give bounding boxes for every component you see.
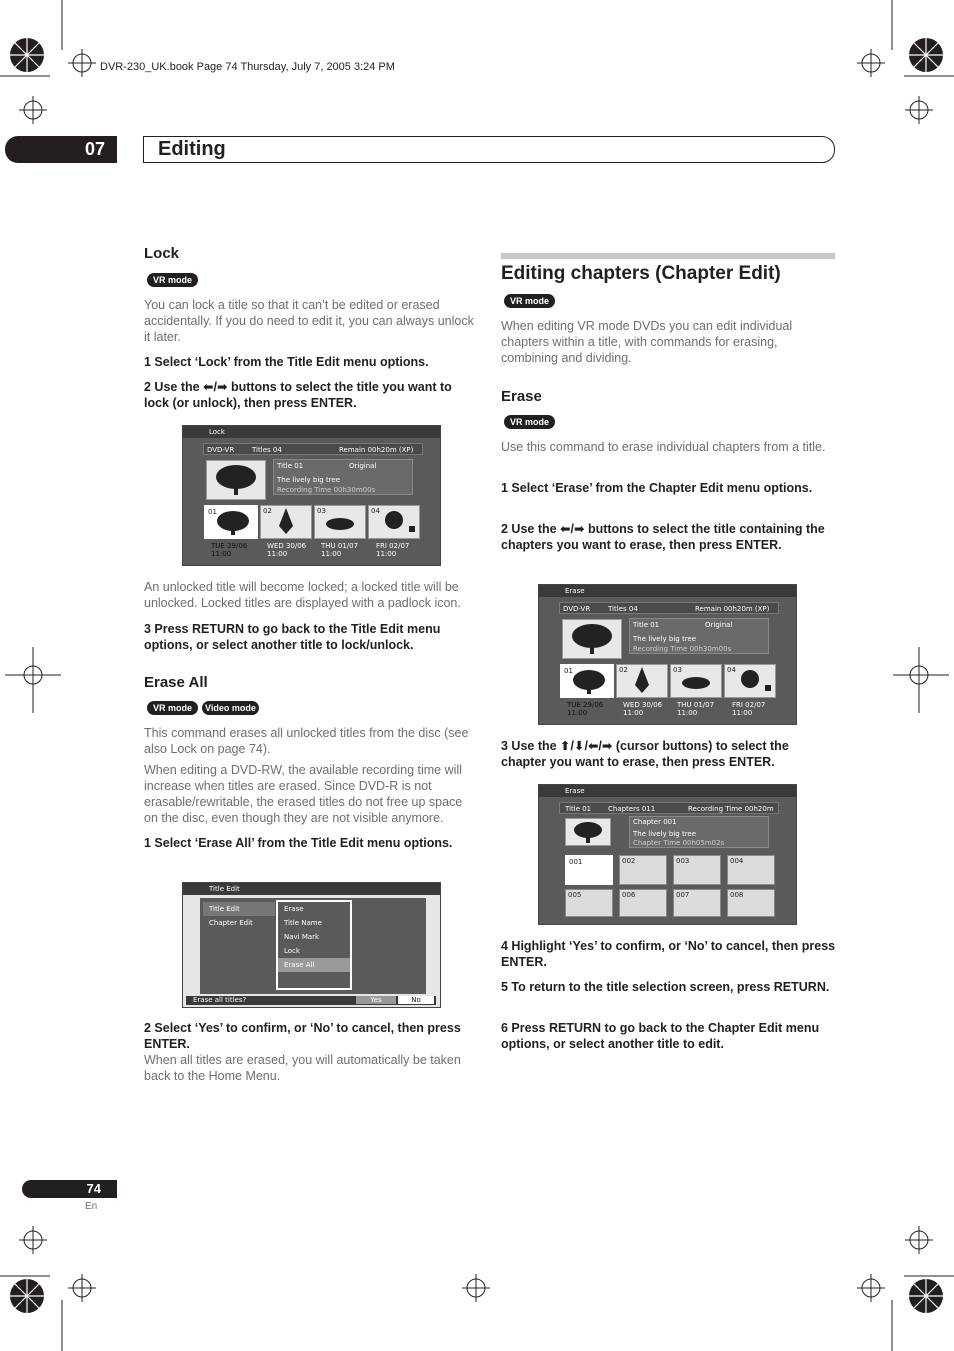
menu-navi-mark[interactable]: Navi Mark — [284, 933, 320, 941]
chapter-tile-002[interactable] — [619, 855, 667, 885]
thumb-time: 11:00 — [376, 550, 397, 558]
tile-number: 007 — [676, 891, 690, 899]
chapter-time: Chapter Time 00h05m02s — [633, 839, 725, 847]
erase-step-2: 2 Use the ⬅/➡ buttons to select the title containing the chapters you want to erase, then press ENTER. — [501, 522, 825, 552]
title-info — [273, 459, 413, 495]
lock-note: An unlocked title will become locked; a locked title will be unlocked. Locked titles are displayed with a padlock icon. — [144, 580, 461, 610]
thumb-time: 11:00 — [321, 550, 342, 558]
erase-all-step-2: 2 Select ‘Yes’ to confirm, or ‘No’ to cancel, then press ENTER. — [144, 1021, 461, 1051]
lock-screen — [182, 425, 441, 566]
erase-screen-info-row — [559, 602, 779, 614]
video-mode-badge: Video mode — [202, 701, 259, 715]
erase-screen-title: Erase — [539, 585, 796, 597]
preview-image — [562, 619, 622, 659]
padlock-icon — [765, 685, 771, 691]
chapter-tile-005[interactable] — [565, 889, 613, 917]
erase-all-p2: When editing a DVD-RW, the available recording time will increase when titles are erased. Since DVD-R is not erasable/rewritable, the erased titles do not free up space on the disc, even though they are not visible anymore. — [144, 763, 463, 825]
erase-step-3: 3 Use the ⬆/⬇/⬅/➡ (cursor buttons) to select the chapter you want to erase, then press ENTER. — [501, 739, 789, 769]
thumb-time: 11:00 — [211, 550, 232, 558]
remain-time: Remain 00h20m (XP) — [695, 605, 770, 613]
chapter-bar — [143, 136, 835, 163]
title-type: Original — [705, 621, 733, 629]
thumb-date: TUE 29/06 — [567, 701, 604, 709]
thumb-date: THU 01/07 — [321, 542, 359, 550]
tree-icon — [207, 461, 265, 499]
menu-title-name[interactable]: Title Name — [284, 919, 322, 927]
title-type: Original — [349, 462, 377, 470]
thumb-time: 11:00 — [567, 709, 588, 717]
erase-step-1: 1 Select ‘Erase’ from the Chapter Edit menu options. — [501, 481, 813, 495]
erase-all-p1: This command erases all unlocked titles from the disc (see also Lock on page 74). — [144, 726, 469, 756]
no-button[interactable]: No — [398, 996, 434, 1004]
lock-screen-info-row — [203, 443, 423, 455]
vr-mode-badge: VR mode — [147, 701, 198, 715]
disc-type: DVD-VR — [563, 605, 591, 613]
preview-image — [206, 460, 266, 500]
lock-heading: Lock — [144, 245, 180, 262]
menu-erase[interactable]: Erase — [284, 905, 304, 913]
thumb-date: TUE 29/06 — [211, 542, 248, 550]
erase-screen-2 — [538, 784, 797, 925]
preview-image — [565, 818, 611, 846]
chapters-count: Chapters 011 — [608, 805, 656, 813]
title-edit-screen-title: Title Edit — [183, 883, 440, 895]
menu-title-edit[interactable]: Title Edit — [203, 902, 275, 916]
vr-mode-badge: VR mode — [504, 294, 555, 308]
prompt-text: Erase all titles? — [193, 996, 247, 1004]
lock-screen-title: Lock — [183, 426, 440, 438]
thumb-time: 11:00 — [732, 709, 753, 717]
thumb-date: WED 30/06 — [267, 542, 307, 550]
lock-step-2: 2 Use the ⬅/➡ buttons to select the title you want to lock (or unlock), then press ENTER. — [144, 380, 452, 410]
yes-button[interactable]: Yes — [356, 996, 396, 1004]
tile-number: 004 — [730, 857, 744, 865]
erase-screen-1 — [538, 584, 797, 725]
vr-mode-badge: VR mode — [147, 273, 198, 287]
erase-intro: Use this command to erase individual chapters from a title. — [501, 440, 826, 454]
thumb-date: THU 01/07 — [677, 701, 715, 709]
thumb-number: 01 — [208, 508, 217, 516]
tree-icon — [566, 819, 610, 845]
tile-number: 006 — [622, 891, 636, 899]
remain-time: Remain 00h20m (XP) — [339, 446, 414, 454]
chapter-tile-008[interactable] — [727, 889, 775, 917]
chapter-info-row — [559, 802, 779, 814]
title-edit-screen — [182, 882, 441, 1008]
thumb-04[interactable] — [724, 664, 776, 698]
tile-number: 008 — [730, 891, 744, 899]
language-code: En — [85, 1201, 98, 1212]
title-number: Title 01 — [277, 462, 304, 470]
thumb-date: WED 30/06 — [623, 701, 663, 709]
thumb-number: 03 — [317, 507, 326, 515]
thumb-number: 01 — [564, 667, 573, 675]
title-number: Title 01 — [565, 805, 592, 813]
thumb-time: 11:00 — [623, 709, 644, 717]
thumb-02[interactable] — [260, 505, 312, 539]
chapter-tile-007[interactable] — [673, 889, 721, 917]
thumb-date: FRI 02/07 — [732, 701, 766, 709]
padlock-icon — [409, 526, 415, 532]
lock-step-1: 1 Select ‘Lock’ from the Title Edit menu options. — [144, 355, 429, 369]
titles-count: Titles 04 — [608, 605, 638, 613]
tree-icon — [563, 620, 621, 658]
thumb-date: FRI 02/07 — [376, 542, 410, 550]
tile-number: 001 — [569, 858, 583, 866]
title-info — [629, 618, 769, 654]
thumb-number: 04 — [727, 666, 736, 674]
chapter-edit-heading: Editing chapters (Chapter Edit) — [501, 263, 781, 284]
chapter-tile-003[interactable] — [673, 855, 721, 885]
thumb-number: 03 — [673, 666, 682, 674]
disc-type: DVD-VR — [207, 446, 235, 454]
tile-number: 003 — [676, 857, 690, 865]
chapter-title: Editing — [158, 138, 226, 160]
erase-all-heading: Erase All — [144, 674, 208, 691]
thumb-03[interactable] — [314, 505, 366, 539]
submenu — [276, 900, 352, 990]
chapter-tile-004[interactable] — [727, 855, 775, 885]
erase-all-step-1: 1 Select ‘Erase All’ from the Title Edit menu options. — [144, 836, 453, 850]
prompt-bar — [186, 996, 436, 1005]
tile-number: 002 — [622, 857, 636, 865]
thumb-number: 02 — [619, 666, 628, 674]
erase-heading: Erase — [501, 388, 542, 405]
erase-step-4: 4 Highlight ‘Yes’ to confirm, or ‘No’ to cancel, then press ENTER. — [501, 939, 836, 969]
page-number: 74 — [22, 1180, 117, 1198]
erase-step-6: 6 Press RETURN to go back to the Chapter Edit menu options, or select another title to edit. — [501, 1021, 820, 1051]
thumb-02[interactable] — [616, 664, 668, 698]
lock-step-3: 3 Press RETURN to go back to the Title Edit menu options, or select another title to lock/unlock. — [144, 622, 441, 652]
menu-lock[interactable]: Lock — [284, 947, 300, 955]
chapter-tile-006[interactable] — [619, 889, 667, 917]
title-name: The lively big tree — [277, 476, 341, 484]
chapter-tile-001[interactable] — [565, 855, 613, 885]
tile-number: 005 — [568, 891, 582, 899]
recording-time: Recording Time 00h30m00s — [277, 486, 376, 494]
thumb-time: 11:00 — [267, 550, 288, 558]
chapter-info — [629, 816, 769, 848]
erase-all-after: When all titles are erased, you will automatically be taken back to the Home Menu. — [144, 1053, 461, 1083]
title-name: The lively big tree — [633, 830, 697, 838]
recording-time: Recording Time 00h30m00s — [633, 645, 732, 653]
print-header: DVR-230_UK.book Page 74 Thursday, July 7, 2005 3:24 PM — [100, 61, 395, 73]
erase-step-5: 5 To return to the title selection screen, press RETURN. — [501, 980, 830, 994]
chapter-edit-intro: When editing VR mode DVDs you can edit individual chapters within a title, with commands for erasing, combining and dividing. — [501, 319, 793, 365]
vr-mode-badge: VR mode — [504, 415, 555, 429]
section-rule — [501, 253, 835, 259]
thumb-time: 11:00 — [677, 709, 698, 717]
left-menu — [203, 902, 275, 930]
menu-chapter-edit[interactable]: Chapter Edit — [209, 919, 253, 927]
menu-erase-all[interactable]: Erase All — [278, 958, 350, 972]
recording-time: Recording Time 00h20m — [688, 805, 774, 813]
lock-intro: You can lock a title so that it can’t be edited or erased accidentally. If you do need to edit it, you can always unlock it later. — [144, 298, 474, 344]
titles-count: Titles 04 — [252, 446, 282, 454]
chapter-number: Chapter 001 — [633, 818, 677, 826]
title-name: The lively big tree — [633, 635, 697, 643]
title-number: Title 01 — [633, 621, 660, 629]
thumb-03[interactable] — [670, 664, 722, 698]
thumb-01[interactable] — [204, 505, 258, 539]
erase-screen-title: Erase — [539, 785, 796, 797]
thumb-number: 02 — [263, 507, 272, 515]
chapter-number: 07 — [5, 136, 117, 163]
thumb-04[interactable] — [368, 505, 420, 539]
thumb-number: 04 — [371, 507, 380, 515]
thumb-01[interactable] — [560, 664, 614, 698]
